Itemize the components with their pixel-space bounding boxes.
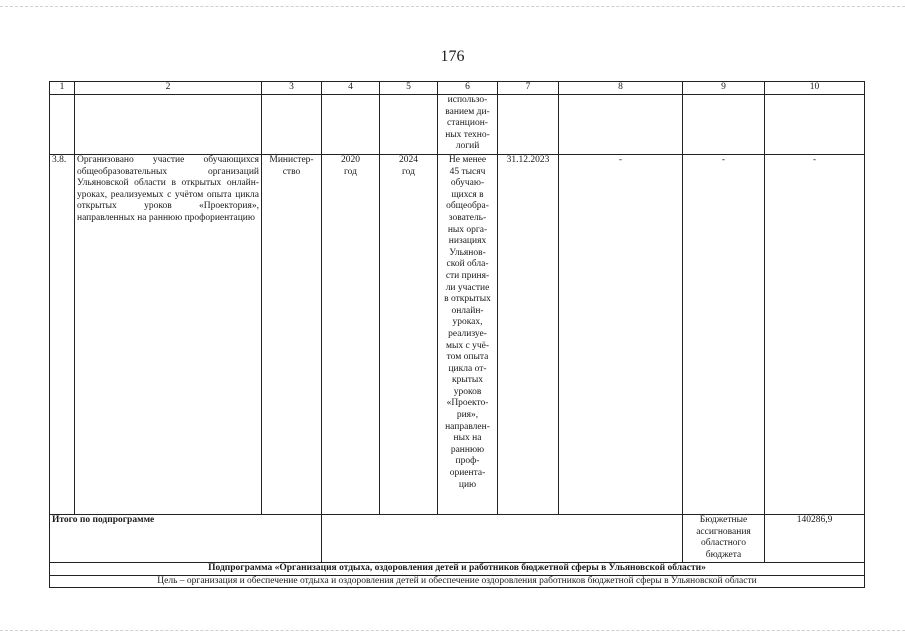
program-table [49,81,865,588]
column-number: 10 [765,82,865,95]
total-label: Итого по подпрограмме [50,515,322,563]
row-number: 3.8. [50,155,75,515]
funding-source: - [559,155,683,515]
deadline-date: 31.12.2023 [498,155,559,515]
column-number: 3 [262,82,322,95]
activity-description: Организовано участие обучающихся общеобразовательных организаций Ульяновской области в открытых онлайн-уроках, реализуемых с учётом опыта цикла открытых уроков «Проектория», направленных на раннюю профориентацию [75,155,262,515]
funding-col10: - [765,155,865,515]
top-scan-edge [0,6,905,8]
subprogram-title: Подпрограмма «Организация отдыха, оздоровления детей и работников бюджетной сферы в Ульяновской области» [50,563,865,576]
total-row [50,515,865,563]
continuation-result-text: использо- ванием ди- станцион- ных техно- логий [438,95,498,155]
column-number: 5 [380,82,438,95]
goal-row [50,575,865,588]
end-year: 2024 год [380,155,438,515]
funding-col9: - [683,155,765,515]
column-number: 6 [438,82,498,95]
continuation-row [50,95,865,155]
column-number: 4 [322,82,380,95]
start-year: 2020 год [322,155,380,515]
total-amount: 140286,9 [765,515,865,563]
column-number: 2 [75,82,262,95]
column-number: 8 [559,82,683,95]
total-funding-source: Бюджетные ассигнования областного бюджета [683,515,765,563]
column-numbers-row [50,82,865,95]
goal-text: Цель – организация и обеспечение отдыха и оздоровления детей и обеспечение оздоровления работников бюджетной сферы в Ульяновской области [50,575,865,588]
subprogram-title-row [50,563,865,576]
table-row [50,155,865,515]
expected-result: Не менее 45 тысяч обучаю- щихся в общеобра- зователь- ных орга- низациях Ульянов- ской обла- сти приня- ли участие в открытых онлайн- уроках, реализуе- мых с учё- том опыта цикла от- крытых уроков «Проекто- рия», направлен- ных на раннюю проф- ориента- цию [438,155,498,515]
column-number: 7 [498,82,559,95]
bottom-scan-edge [0,630,905,632]
page-number: 176 [440,48,465,65]
column-number: 1 [50,82,75,95]
executor: Министер- ство [262,155,322,515]
column-number: 9 [683,82,765,95]
